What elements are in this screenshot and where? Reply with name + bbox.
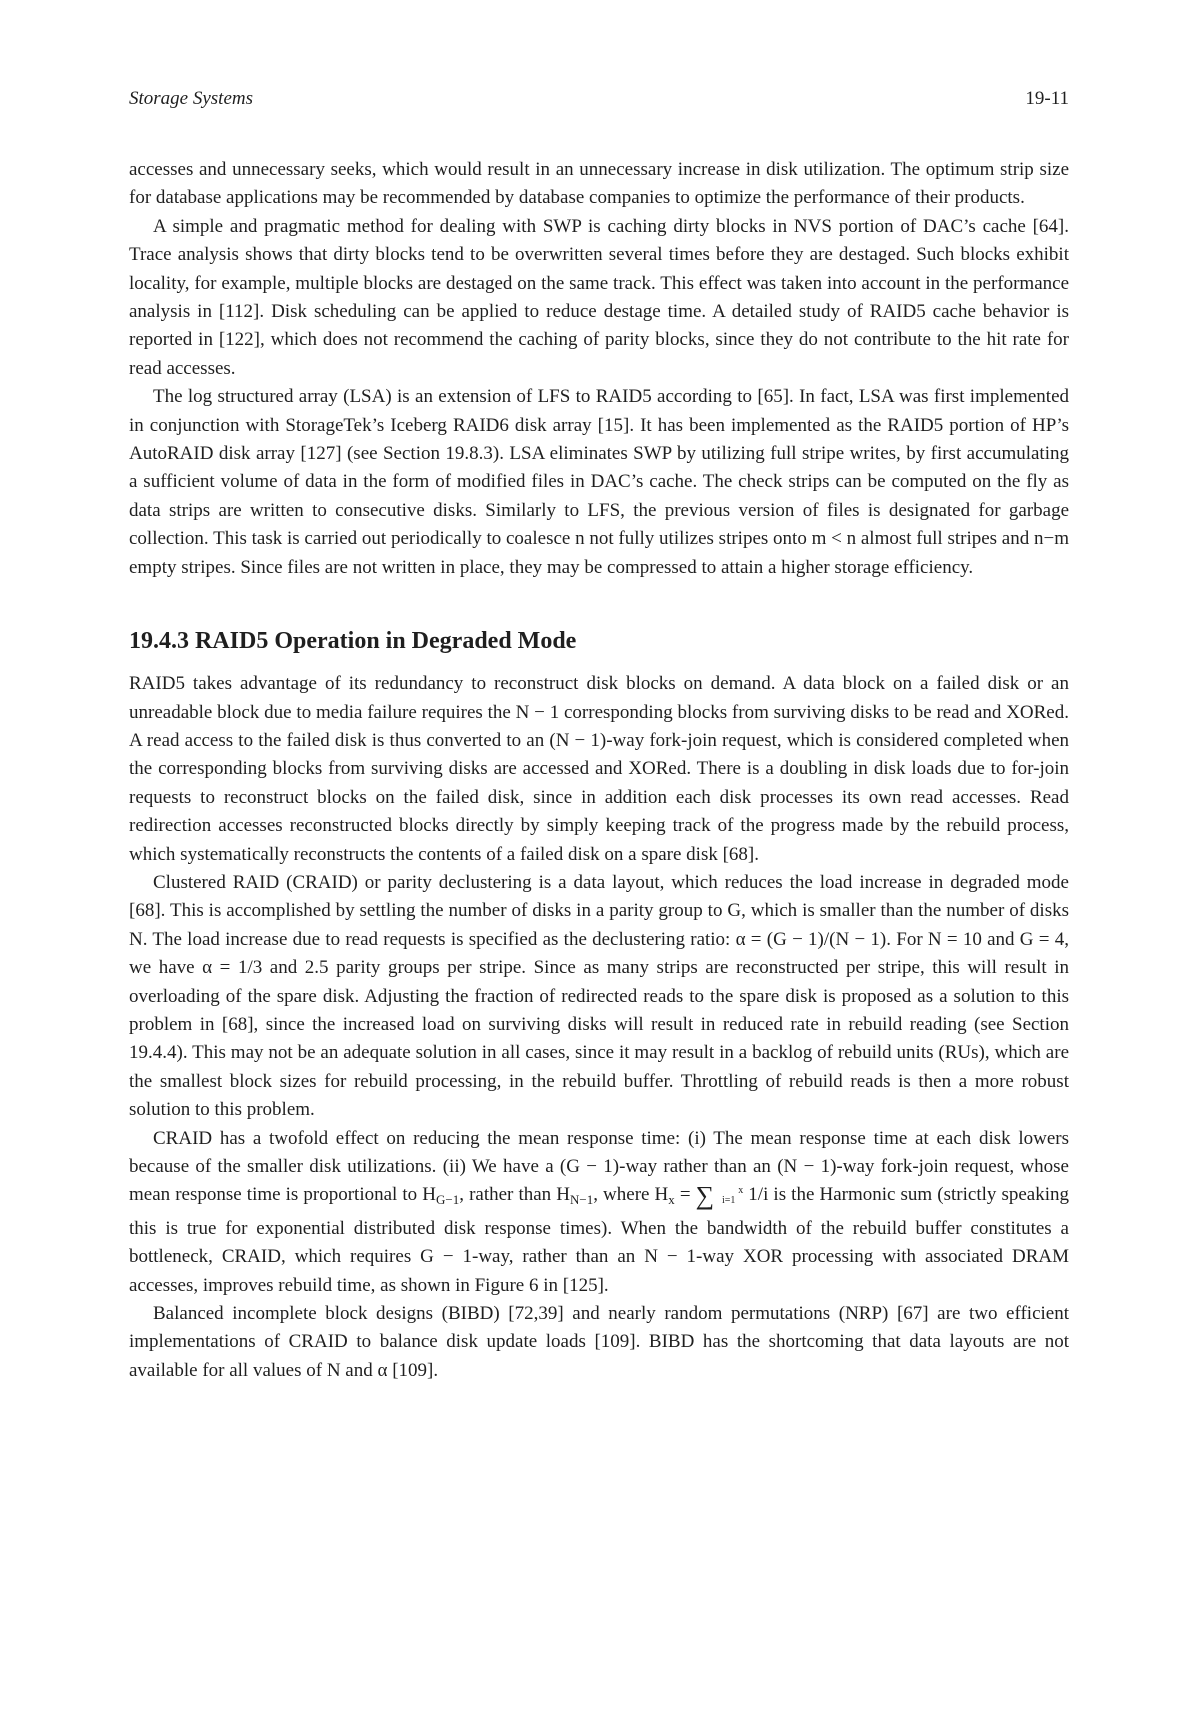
paragraph: Balanced incomplete block designs (BIBD) [72,39] and nearly random permutations (NRP) [67] are two efficient implementations of CRAID to balance disk update loads [109]. BIBD has the shortcoming that data layouts are not available for all values of N and α [109]. [129, 1303, 1069, 1381]
running-head-title: Storage Systems [129, 88, 254, 109]
section-heading: 19.4.3 RAID5 Operation in Degraded Mode [129, 628, 577, 655]
paragraph: The log structured array (LSA) is an extension of LFS to RAID5 according to [65]. In fact, LSA was first implemented in conjunction with StorageTek’s Iceberg RAID6 disk array [15]. It has been implemented as the RAID5 portion of HP’s AutoRAID disk array [127] (see Section 19.8.3). LSA eliminates SWP by utilizing full stripe writes, by first accumulating a sufficient volume of data in the form of modified files in DAC’s cache. The check strips can be computed on the fly as data strips are written to consecutive disks. Similarly to LFS, the previous version of files is designated for garbage collection. This task is carried out periodically to coalesce n not fully utilizes stripes onto m < n almost full stripes and n−m empty stripes. Since files are not written in place, they may be compressed to attain a higher storage efficiency. [129, 386, 1069, 578]
text-run: , rather than H [459, 1184, 570, 1206]
summation-lower-limit: i=1 [721, 1195, 736, 1207]
summation-symbol: ∑ [695, 1181, 715, 1211]
paragraph: RAID5 takes advantage of its redundancy to reconstruct disk blocks on demand. A data block on a failed disk or an unreadable block due to media failure requires the N − 1 corresponding blocks from surviving disks to be read and XORed. A read access to the failed disk is thus converted to an (N − 1)-way fork-join request, which is considered completed when the corresponding blocks from surviving disks are accessed and XORed. There is a doubling in disk loads due to for-join requests to reconstruct blocks on the failed disk, since in addition each disk processes its own read accesses. Read redirection accesses reconstructed blocks directly by simply keeping track of the progress made by the rebuild process, which systematically reconstructs the contents of a failed disk on a spare disk [68]. [129, 673, 1069, 865]
page-number: 19-11 [1025, 88, 1069, 109]
summation-limits [714, 1186, 743, 1206]
paragraph-with-formula [129, 1125, 1069, 1300]
subscript: G−1 [436, 1192, 460, 1208]
subscript: x [668, 1192, 675, 1208]
paragraph: accesses and unnecessary seeks, which would result in an unnecessary increase in disk utilization. The optimum strip size for database applications may be recommended by database companies to optimize the performance of their products. [129, 159, 1069, 209]
paragraph: Clustered RAID (CRAID) or parity declustering is a data layout, which reduces the load increase in degraded mode [68]. This is accomplished by settling the number of disks in a parity group to G, which is smaller than the number of disks N. The load increase due to read requests is specified as the declustering ratio: α = (G − 1)/(N − 1). For N = 10 and G = 4, we have α = 1/3 and 2.5 parity groups per stripe. Since as many strips are reconstructed per stripe, this will result in overloading of the spare disk. Adjusting the fraction of redirected reads to the spare disk is proposed as a solution to this problem in [68], since the increased load on surviving disks will result in reduced rate in rebuild reading (see Section 19.4.4). This may not be an adequate solution in all cases, since it may result in a backlog of rebuild units (RUs), which are the smallest block sizes for rebuild processing, in the rebuild buffer. Throttling of rebuild reads is then a more robust solution to this problem. [129, 871, 1069, 1121]
text-run: 1/i is the Harmonic sum (strictly speaking this is true for exponential distributed disk response times). When the bandwidth of the rebuild buffer constitutes a bottleneck, CRAID, which requires G − 1-way, rather than an N − 1-way XOR processing with associated DRAM accesses, improves rebuild time, as shown in Figure 6 in [125]. [129, 1184, 1070, 1296]
subscript: N−1 [569, 1192, 594, 1208]
text-run: , where H [593, 1184, 669, 1206]
running-head [129, 88, 1069, 118]
body-text [129, 156, 1069, 1385]
text-run: CRAID has a twofold effect on reducing the mean response time: (i) The mean response time at each disk lowers because of the smaller disk utilizations. (ii) We have a (G − 1)-way rather than an (N − 1)-way fork-join request, whose mean response time is proportional to H [129, 1127, 1069, 1206]
paragraph: A simple and pragmatic method for dealing with SWP is caching dirty blocks in NVS portion of DAC’s cache [64]. Trace analysis shows that dirty blocks tend to be overwritten several times before they are destaged. Such blocks exhibit locality, for example, multiple blocks are destaged on the same track. This effect was taken into account in the performance analysis in [112]. Disk scheduling can be applied to reduce destage time. A detailed study of RAID5 cache behavior is reported in [122], which does not recommend the caching of parity blocks, since they do not contribute to the hit rate for read accesses. [129, 215, 1069, 379]
summation-upper-limit: x [738, 1185, 744, 1197]
text-run: = [674, 1184, 696, 1206]
